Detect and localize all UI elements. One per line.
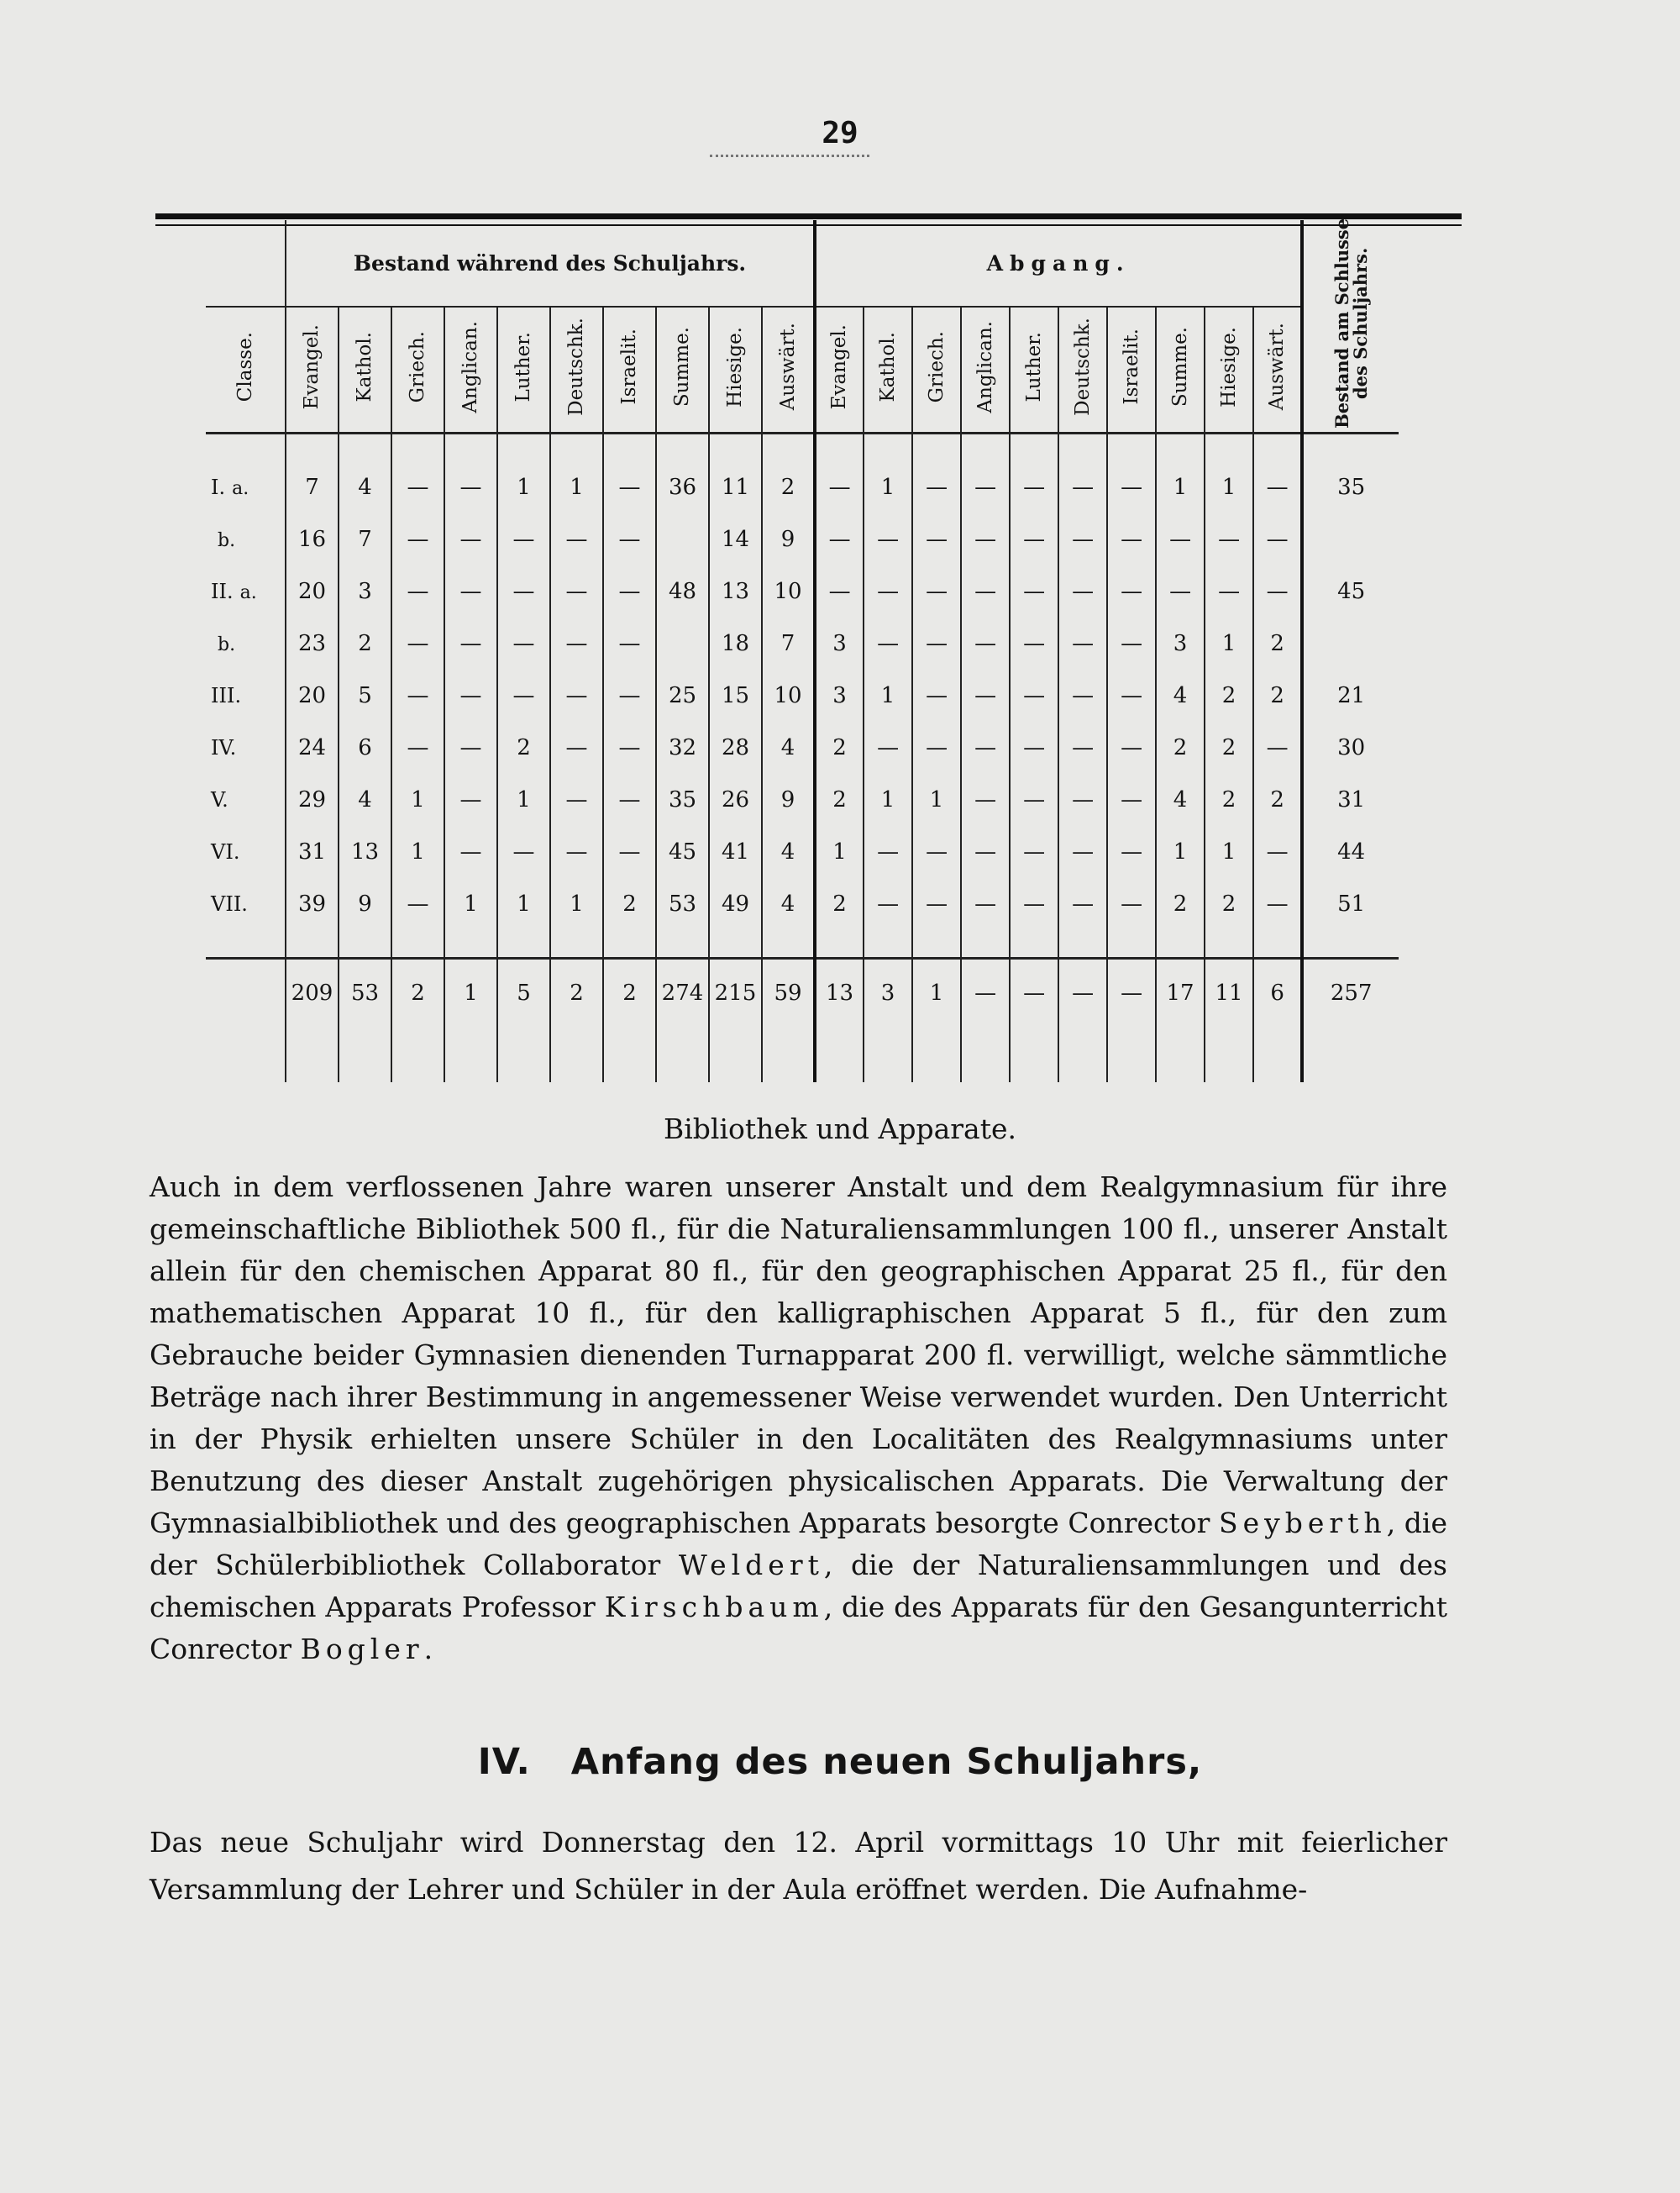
- table-cell: —: [1205, 565, 1253, 618]
- table-body: [206, 434, 1399, 1083]
- table-cell: 32: [656, 722, 709, 774]
- table-cell: 10: [762, 670, 815, 722]
- table-cell: 2: [815, 878, 864, 930]
- table-cell: —: [1156, 513, 1205, 565]
- total-cell: 17: [1156, 959, 1205, 1028]
- total-cell: 209: [286, 959, 339, 1028]
- column-header: Kathol.: [339, 307, 391, 434]
- table-cell: 2: [1253, 774, 1302, 826]
- table-cell: 2: [603, 878, 656, 930]
- table-cell: 4: [762, 722, 815, 774]
- table-cell: —: [444, 670, 497, 722]
- table-cell: —: [603, 618, 656, 670]
- table-cell: 1: [912, 774, 961, 826]
- table-cell: —: [550, 618, 603, 670]
- table-cell: 4: [762, 878, 815, 930]
- table-cell: 7: [286, 461, 339, 513]
- table-cell: 4: [762, 826, 815, 878]
- class-label: VII.: [211, 892, 248, 916]
- table-cell: 1: [1205, 826, 1253, 878]
- column-header: Auswärt.: [1253, 307, 1302, 434]
- class-label: V.: [211, 788, 228, 812]
- table-cell: 1: [497, 878, 550, 930]
- table-cell: 1: [391, 774, 444, 826]
- table-cell: 2: [1253, 618, 1302, 670]
- table-cell: —: [961, 565, 1010, 618]
- table-row: [206, 826, 1399, 878]
- table-cell: 5: [339, 670, 391, 722]
- table-cell: —: [550, 513, 603, 565]
- column-header: Evangel.: [815, 307, 864, 434]
- table-cell: 44: [1302, 826, 1399, 878]
- table-cell: 3: [815, 670, 864, 722]
- class-label: III.: [211, 684, 242, 707]
- table-cell: 23: [286, 618, 339, 670]
- table-cell: 49: [709, 878, 762, 930]
- table-cell: 4: [1156, 670, 1205, 722]
- column-header: Classe.: [206, 307, 286, 434]
- table-cell: 1: [550, 461, 603, 513]
- table-cell: 2: [815, 774, 864, 826]
- class-label: II. a.: [211, 580, 257, 603]
- column-header: Griech.: [912, 307, 961, 434]
- table-cell: —: [1107, 513, 1156, 565]
- total-cell: 1: [912, 959, 961, 1028]
- table-cell: 2: [1205, 774, 1253, 826]
- table-cell: —: [1107, 618, 1156, 670]
- table-cell: 2: [762, 461, 815, 513]
- table-cell: —: [961, 878, 1010, 930]
- table-cell: —: [391, 565, 444, 618]
- table-cell: 2: [1253, 670, 1302, 722]
- total-cell: —: [1010, 959, 1058, 1028]
- column-header: Summe.: [656, 307, 709, 434]
- table-cell: —: [391, 461, 444, 513]
- table-cell: —: [1010, 878, 1058, 930]
- table-cell: 13: [709, 565, 762, 618]
- table-cell: —: [961, 826, 1010, 878]
- table-cell: —: [497, 670, 550, 722]
- table-cell: 31: [1302, 774, 1399, 826]
- table-cell: 3: [815, 618, 864, 670]
- table-cell: —: [391, 722, 444, 774]
- table-cell: 1: [550, 878, 603, 930]
- table-cell: 3: [1156, 618, 1205, 670]
- table-cell: 4: [339, 774, 391, 826]
- table-cell: —: [1010, 670, 1058, 722]
- class-label: b.: [218, 634, 236, 655]
- table-cell: 36: [656, 461, 709, 513]
- table-cell: 11: [709, 461, 762, 513]
- table-cell: —: [603, 826, 656, 878]
- table-cell: 1: [1156, 461, 1205, 513]
- table-cell: —: [1253, 565, 1302, 618]
- table-cell: 9: [762, 774, 815, 826]
- table-row: [206, 670, 1399, 722]
- table-cell: —: [391, 878, 444, 930]
- paragraph-library: Auch in dem verflossenen Jahre waren unserer Anstalt und dem Realgymnasium für ihre gemeinschaftliche Bibliothek 500 fl., für die Naturaliensammlungen 100 fl., unserer Anstalt allein für den chemischen Apparat 80 fl., für den geographischen Apparat 25 fl., für den mathematischen Apparat 10 fl., für den kalligraphischen Apparat 5 fl., für den zum Gebrauche beider Gymnasien dienenden Turnapparat 200 fl. verwilligt, welche sämmtliche Beträge nach ihrer Bestimmung in angemessener Weise verwendet wurden. Den Unterricht in der Physik erhielten unsere Schüler in den Localitäten des Realgymnasiums unter Benutzung des dieser Anstalt zugehörigen physicalischen Apparats. Die Verwaltung der Gymnasialbibliothek und des geographischen Apparats besorgte Conrector Seyberth, die der Schülerbibliothek Collaborator Weldert, die der Naturaliensammlungen und des chemischen Apparats Professor Kirschbaum, die des Apparats für den Gesangunterricht Conrector Bogler.: [150, 1170, 1447, 1665]
- table-cell: —: [603, 565, 656, 618]
- table-cell: —: [1107, 826, 1156, 878]
- table-cell: —: [497, 618, 550, 670]
- table-row: [206, 878, 1399, 930]
- table-cell: 1: [864, 461, 912, 513]
- table-cell: 35: [1302, 461, 1399, 513]
- table-cell: —: [444, 618, 497, 670]
- table-cell: 15: [709, 670, 762, 722]
- table-cell: 1: [1156, 826, 1205, 878]
- column-header: Anglican.: [444, 307, 497, 434]
- table-cell: —: [1058, 513, 1107, 565]
- table-cell: —: [864, 826, 912, 878]
- column-header: Hiesige.: [709, 307, 762, 434]
- table-cell: —: [444, 774, 497, 826]
- table-cell: 1: [497, 461, 550, 513]
- class-label: VI.: [211, 840, 240, 864]
- table-cell: —: [912, 513, 961, 565]
- table-cell: —: [912, 565, 961, 618]
- table-cell: —: [1010, 513, 1058, 565]
- table-cell: 4: [1156, 774, 1205, 826]
- table-cell: —: [815, 461, 864, 513]
- table-cell: —: [603, 774, 656, 826]
- totals-row: [206, 959, 1399, 1028]
- table-cell: —: [961, 513, 1010, 565]
- table-cell: 39: [286, 878, 339, 930]
- table-cell: [656, 513, 709, 565]
- table-cell: 2: [815, 722, 864, 774]
- total-cell: 11: [1205, 959, 1253, 1028]
- table-cell: 2: [1156, 722, 1205, 774]
- table-cell: 53: [656, 878, 709, 930]
- section-title: Bibliothek und Apparate.: [663, 1112, 1017, 1145]
- table-cell: 41: [709, 826, 762, 878]
- table-cell: —: [1253, 461, 1302, 513]
- table-cell: —: [1058, 618, 1107, 670]
- table-row: [206, 461, 1399, 513]
- table-cell: —: [1253, 722, 1302, 774]
- table-cell: 3: [339, 565, 391, 618]
- table-cell: —: [1107, 722, 1156, 774]
- total-cell: —: [1107, 959, 1156, 1028]
- table-cell: 31: [286, 826, 339, 878]
- table-cell: —: [1107, 774, 1156, 826]
- total-cell: 274: [656, 959, 709, 1028]
- table-cell: 18: [709, 618, 762, 670]
- table-cell: —: [912, 722, 961, 774]
- table-cell: 2: [497, 722, 550, 774]
- table-cell: —: [1107, 565, 1156, 618]
- table-cell: —: [912, 618, 961, 670]
- table-cell: 1: [444, 878, 497, 930]
- table-cell: 45: [656, 826, 709, 878]
- class-label: I. a.: [211, 476, 249, 499]
- table-cell: —: [1010, 722, 1058, 774]
- table-cell: —: [1058, 774, 1107, 826]
- table-cell: 26: [709, 774, 762, 826]
- table-cell: —: [961, 722, 1010, 774]
- column-header: Israelit.: [1107, 307, 1156, 434]
- table-cell: 1: [1205, 618, 1253, 670]
- table-cell: —: [961, 618, 1010, 670]
- table-cell: 2: [1205, 878, 1253, 930]
- table-spacer-row: [206, 930, 1399, 959]
- group-header-bestand: Bestand während des Schuljahrs.: [286, 220, 815, 307]
- ornament-line: [710, 155, 869, 167]
- table-cell: 14: [709, 513, 762, 565]
- table-cell: —: [1010, 774, 1058, 826]
- table-cell: 45: [1302, 565, 1399, 618]
- table-cell: 21: [1302, 670, 1399, 722]
- table-cell: [1302, 618, 1399, 670]
- table-cell: 25: [656, 670, 709, 722]
- table-cell: —: [864, 722, 912, 774]
- table-cell: —: [391, 670, 444, 722]
- column-header: Hiesige.: [1205, 307, 1253, 434]
- table-cell: —: [1058, 461, 1107, 513]
- table-cell: 30: [1302, 722, 1399, 774]
- table-cell: 48: [656, 565, 709, 618]
- table-cell: —: [864, 878, 912, 930]
- table-cell: 1: [815, 826, 864, 878]
- person-name: Weldert: [678, 1549, 824, 1581]
- table-cell: —: [497, 826, 550, 878]
- table-cell: 9: [339, 878, 391, 930]
- column-header: Griech.: [391, 307, 444, 434]
- total-cell: 6: [1253, 959, 1302, 1028]
- total-cell: 2: [603, 959, 656, 1028]
- table-cell: 13: [339, 826, 391, 878]
- table-cell: —: [603, 670, 656, 722]
- table-cell: —: [603, 513, 656, 565]
- table-cell: —: [444, 722, 497, 774]
- table-cell: —: [961, 461, 1010, 513]
- table-cell: 4: [339, 461, 391, 513]
- table-cell: —: [961, 670, 1010, 722]
- table-cell: —: [1058, 670, 1107, 722]
- total-cell: 59: [762, 959, 815, 1028]
- table-cell: —: [550, 774, 603, 826]
- table-cell: —: [1205, 513, 1253, 565]
- column-header: Luther.: [1010, 307, 1058, 434]
- column-header: Israelit.: [603, 307, 656, 434]
- table-row: [206, 513, 1399, 565]
- table-cell: 20: [286, 670, 339, 722]
- table-row: [206, 618, 1399, 670]
- table-cell: —: [550, 722, 603, 774]
- total-cell: 3: [864, 959, 912, 1028]
- table-cell: —: [912, 670, 961, 722]
- total-cell: —: [961, 959, 1010, 1028]
- paragraph-new-year: Das neue Schuljahr wird Donnerstag den 12. April vormittags 10 Uhr mit feierlicher Versammlung der Lehrer und Schüler in der Aula eröffnet werden. Die Aufnahme-: [150, 1826, 1447, 1906]
- table-cell: —: [1058, 565, 1107, 618]
- table-cell: 16: [286, 513, 339, 565]
- total-cell: 2: [550, 959, 603, 1028]
- table-cell: —: [912, 826, 961, 878]
- table-cell: 28: [709, 722, 762, 774]
- table-cell: [656, 618, 709, 670]
- table-cell: 51: [1302, 878, 1399, 930]
- table-cell: —: [1253, 826, 1302, 878]
- chapter-title: IV. Anfang des neuen Schuljahrs,: [477, 1741, 1203, 1783]
- table-cell: —: [444, 461, 497, 513]
- table-cell: 2: [1156, 878, 1205, 930]
- table-cell: 1: [497, 774, 550, 826]
- table-cell: —: [912, 878, 961, 930]
- table-cell: 2: [1205, 670, 1253, 722]
- table-cell: —: [815, 565, 864, 618]
- table-cell: —: [1058, 722, 1107, 774]
- table-cell: 1: [1205, 461, 1253, 513]
- table-cell: 20: [286, 565, 339, 618]
- table-cell: —: [550, 565, 603, 618]
- table-cell: 2: [339, 618, 391, 670]
- table-cell: [1302, 513, 1399, 565]
- enrollment-table: [206, 220, 1399, 1082]
- table-cell: 6: [339, 722, 391, 774]
- table-cell: —: [444, 826, 497, 878]
- table-cell: 9: [762, 513, 815, 565]
- table-cell: —: [1107, 670, 1156, 722]
- table-cell: —: [550, 826, 603, 878]
- total-cell: 13: [815, 959, 864, 1028]
- table-cell: —: [864, 618, 912, 670]
- table-cell: —: [444, 513, 497, 565]
- table-cell: —: [1010, 618, 1058, 670]
- table-cell: —: [864, 513, 912, 565]
- table-cell: 2: [1205, 722, 1253, 774]
- table-cell: —: [1010, 826, 1058, 878]
- table-cell: —: [1253, 513, 1302, 565]
- table-cell: —: [550, 670, 603, 722]
- table-row: [206, 774, 1399, 826]
- column-header: Evangel.: [286, 307, 339, 434]
- table-cell: 7: [762, 618, 815, 670]
- total-cell: 257: [1302, 959, 1399, 1028]
- table-cell: 10: [762, 565, 815, 618]
- table-cell: —: [391, 513, 444, 565]
- total-cell: 215: [709, 959, 762, 1028]
- column-header: Anglican.: [961, 307, 1010, 434]
- column-header: Bestand am Schlusse des Schuljahrs.: [1302, 220, 1399, 434]
- table-cell: —: [961, 774, 1010, 826]
- table-cell: —: [815, 513, 864, 565]
- table-cell: —: [1107, 461, 1156, 513]
- table-cell: 35: [656, 774, 709, 826]
- page-number: 29: [822, 116, 858, 150]
- table-cell: —: [1010, 461, 1058, 513]
- column-header: Auswärt.: [762, 307, 815, 434]
- table-cell: —: [1058, 878, 1107, 930]
- table-cell: —: [444, 565, 497, 618]
- table-cell: 1: [864, 774, 912, 826]
- total-cell: 53: [339, 959, 391, 1028]
- table-cell: —: [603, 461, 656, 513]
- table-cell: —: [391, 618, 444, 670]
- class-label: IV.: [211, 736, 237, 760]
- table-top-rule: [155, 213, 1462, 219]
- table-row: [206, 565, 1399, 618]
- table-cell: —: [1010, 565, 1058, 618]
- person-name: Seyberth: [1219, 1507, 1387, 1539]
- table-cell: —: [603, 722, 656, 774]
- table-spacer-row: [206, 1027, 1399, 1082]
- table-cell: —: [1156, 565, 1205, 618]
- person-name: Bogler: [300, 1633, 424, 1665]
- table-cell: 24: [286, 722, 339, 774]
- person-name: Kirschbaum: [604, 1591, 824, 1623]
- table-cell: 7: [339, 513, 391, 565]
- table-cell: 29: [286, 774, 339, 826]
- column-header: Summe.: [1156, 307, 1205, 434]
- table-cell: 1: [864, 670, 912, 722]
- table-cell: —: [497, 513, 550, 565]
- table-cell: —: [1253, 878, 1302, 930]
- column-header: Deutschk.: [1058, 307, 1107, 434]
- total-cell: 1: [444, 959, 497, 1028]
- table-spacer-row: [206, 434, 1399, 462]
- column-header: Deutschk.: [550, 307, 603, 434]
- total-cell: 5: [497, 959, 550, 1028]
- total-cell: —: [1058, 959, 1107, 1028]
- table-cell: —: [497, 565, 550, 618]
- column-header: Luther.: [497, 307, 550, 434]
- group-header-abgang: Abgang.: [815, 220, 1302, 307]
- table-row: [206, 722, 1399, 774]
- total-cell: 2: [391, 959, 444, 1028]
- table-cell: —: [912, 461, 961, 513]
- table-cell: —: [1058, 826, 1107, 878]
- column-header-row: [206, 307, 1399, 434]
- table-cell: —: [864, 565, 912, 618]
- table-cell: —: [1107, 878, 1156, 930]
- table-cell: 1: [391, 826, 444, 878]
- class-label: b.: [218, 530, 236, 551]
- column-header: Kathol.: [864, 307, 912, 434]
